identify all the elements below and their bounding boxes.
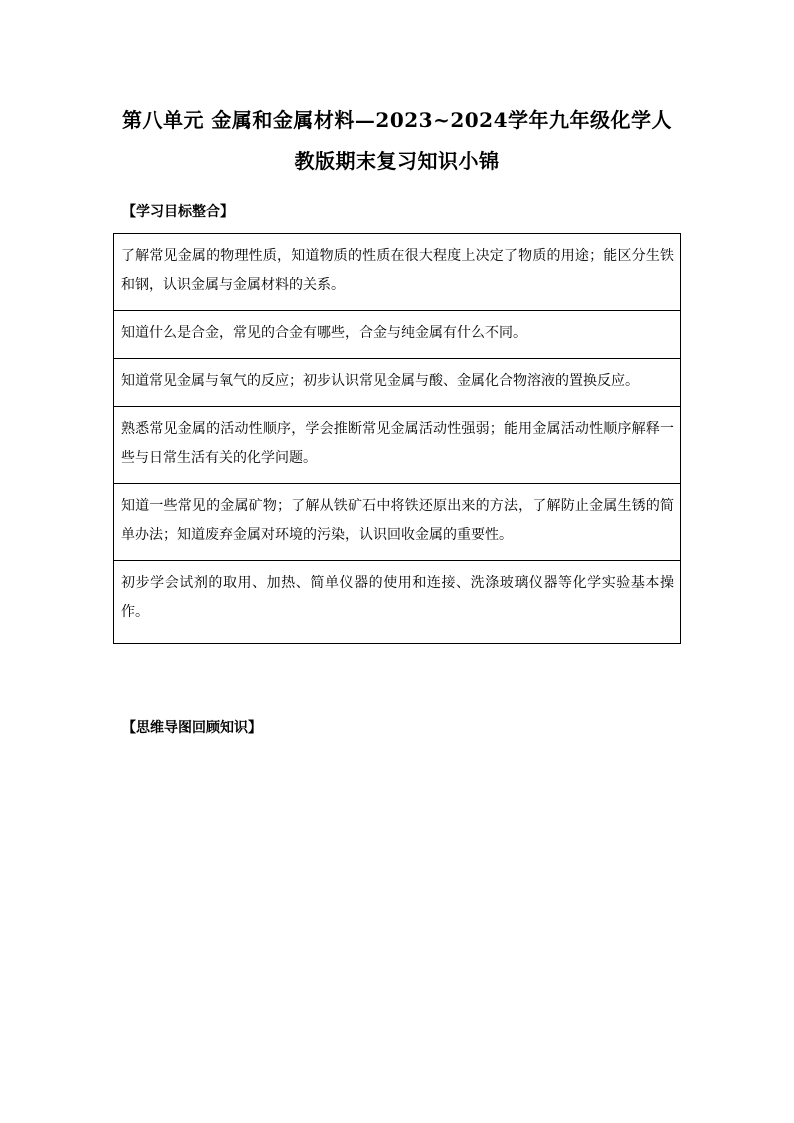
goal-cell: 知道一些常见的金属矿物；了解从铁矿石中将铁还原出来的方法，了解防止金属生锈的简单办法；知道废弃金属对环境的污染，认识回收金属的重要性。 — [114, 484, 681, 561]
goal-cell: 知道常见金属与氧气的反应；初步认识常见金属与酸、金属化合物溶液的置换反应。 — [114, 359, 681, 407]
goal-cell: 知道什么是合金，常见的合金有哪些，合金与纯金属有什么不同。 — [114, 311, 681, 359]
goal-cell: 了解常见金属的物理性质，知道物质的性质在很大程度上决定了物质的用途；能区分生铁和钢，认识金属与金属材料的关系。 — [114, 234, 681, 311]
goal-cell: 初步学会试剂的取用、加热、简单仪器的使用和连接、洗涤玻璃仪器等化学实验基本操作。 — [114, 561, 681, 644]
table-row — [114, 561, 681, 644]
table-row — [114, 311, 681, 359]
table-row — [114, 484, 681, 561]
table-row — [114, 234, 681, 311]
document-title-line-2: 教版期末复习知识小锦 — [294, 149, 500, 173]
goal-cell: 熟悉常见金属的活动性顺序，学会推断常见金属活动性强弱；能用金属活动性顺序解释一些与日常生活有关的化学问题。 — [114, 407, 681, 484]
document-title-line-1: 第八单元 金属和金属材料—2023~2024学年九年级化学人 — [121, 108, 673, 132]
table-row — [114, 407, 681, 484]
learning-goals-table — [113, 233, 681, 644]
table-row — [114, 359, 681, 407]
mindmap-heading: 【思维导图回顾知识】 — [122, 720, 262, 736]
learning-goals-heading: 【学习目标整合】 — [122, 204, 234, 220]
